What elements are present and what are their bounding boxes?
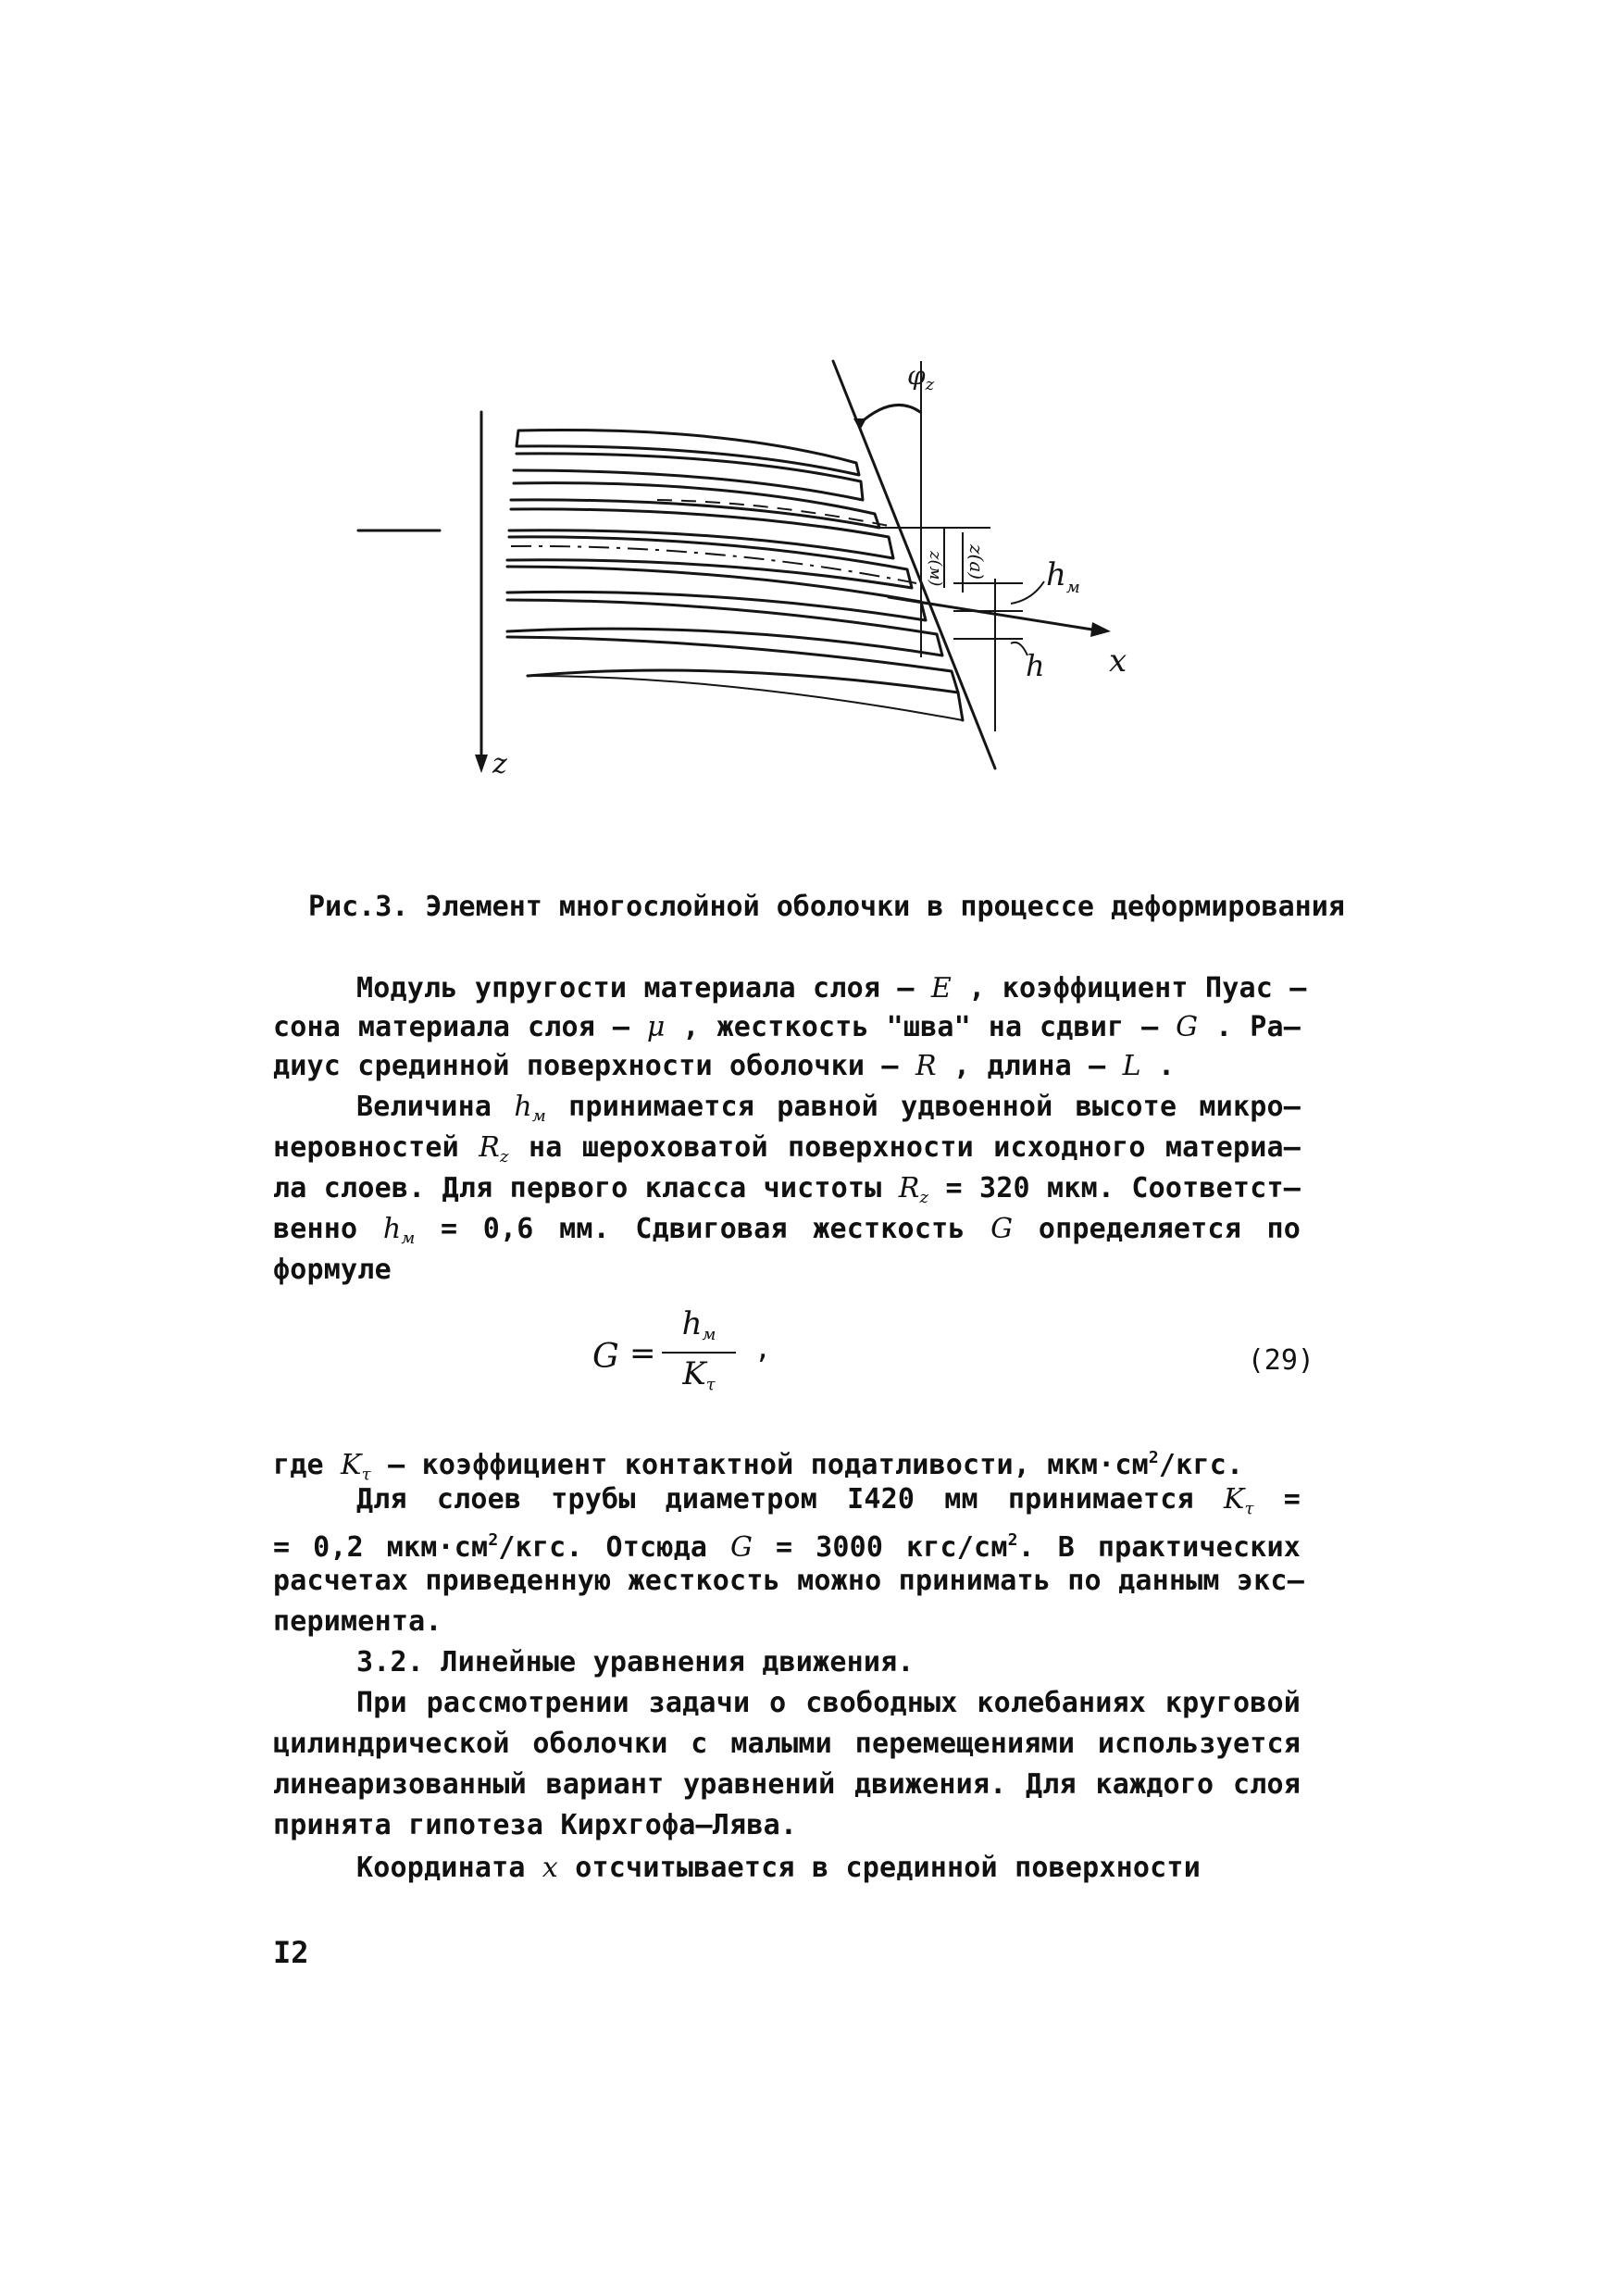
page-number: I2 <box>273 1935 309 1970</box>
z-m-label: z(м) <box>926 551 945 587</box>
z-axis-arrowhead <box>475 755 488 773</box>
formula-comma: , <box>754 1333 772 1366</box>
hm-label: $h_м$ <box>1046 556 1080 597</box>
formula-fraction <box>662 1305 736 1400</box>
section-heading: 3.2. Линейные уравнения движения. <box>356 1646 915 1678</box>
paragraph-3-line-1: где $K_\tau$ – коэффициент контактной податливости, $мкм\cdot см^2$/кгс. <box>273 1448 1244 1484</box>
equation-number: (29) <box>1247 1344 1314 1377</box>
fraction-bar <box>662 1352 736 1354</box>
multilayer-shell-figure <box>352 361 1231 805</box>
paragraph-1-line-2: сона материала слоя – μ , жесткость "шва" на сдвиг – G . Ра– <box>273 1011 1301 1043</box>
paragraph-2-line-3: ла слоев. Для первого класса чистоты $R_z = 320$ мкм. Соответст– <box>273 1172 1301 1207</box>
paragraph-5-line-4: принята гипотеза Кирхгофа–Лява. <box>273 1809 798 1841</box>
formula-equals: = <box>629 1335 656 1372</box>
formula-denominator: $K_\tau$ <box>682 1355 716 1394</box>
paragraph-2-line-2: неровностей $R_z$ на шероховатой поверхности исходного материа– <box>273 1131 1301 1167</box>
paragraph-5-line-3: линеаризованный вариант уравнений движения. Для каждого слоя <box>273 1768 1301 1801</box>
paragraph-4-line-1: Для слоев трубы диаметром I420 мм принимается $K_\tau$ = <box>356 1483 1301 1518</box>
angle-arc <box>859 405 920 424</box>
figure-caption: Рис.3. Элемент многослойной оболочки в процессе деформирования <box>308 891 1345 923</box>
paragraph-1-line-3: диус срединной поверхности оболочки – R , длина – L . <box>273 1050 1176 1082</box>
paragraph-5-line-1: При рассмотрении задачи о свободных колебаниях круговой <box>356 1687 1301 1719</box>
formula-numerator: $h_м$ <box>681 1305 716 1344</box>
paragraph-1-line-1: Модуль упругости материала слоя – E , коэффициент Пуас – <box>356 972 1307 1004</box>
z-a-label: z(а) <box>965 544 988 580</box>
paragraph-2-line-4: венно $h_м = 0,6$ мм. Сдвиговая жесткость G определяется по <box>273 1213 1301 1248</box>
x-axis-label: x <box>1109 643 1127 680</box>
shell-layers <box>507 430 963 720</box>
h-label: h <box>1026 648 1045 683</box>
paragraph-4-line-2: = 0,2 $мкм\cdot см^2$/кгс. Отсюда G = 3000 кгс/$см^2$. В практических <box>273 1530 1301 1564</box>
formula-29 <box>592 1305 1314 1416</box>
paragraph-2-line-5: формуле <box>273 1254 392 1286</box>
phi-label: $\varphi_z$ <box>907 360 935 394</box>
paragraph-6-line-1: Координата x отсчитывается в срединной поверхности <box>356 1852 1201 1884</box>
x-axis-arrowhead <box>1090 622 1111 637</box>
formula-lhs: G <box>592 1338 619 1376</box>
paragraph-4-line-3: расчетах приведенную жесткость можно принимать по данным экс– <box>273 1565 1304 1597</box>
paragraph-2-line-1: Величина $h_м$ принимается равной удвоенной высоте микро– <box>356 1091 1301 1126</box>
x-axis-line <box>889 597 1092 630</box>
z-axis-label: z <box>492 748 507 780</box>
paragraph-5-line-2: цилиндрической оболочки с малыми перемещениями используется <box>273 1728 1301 1760</box>
figure-drawing <box>352 361 1231 805</box>
paragraph-4-line-4: перимента. <box>273 1605 442 1638</box>
